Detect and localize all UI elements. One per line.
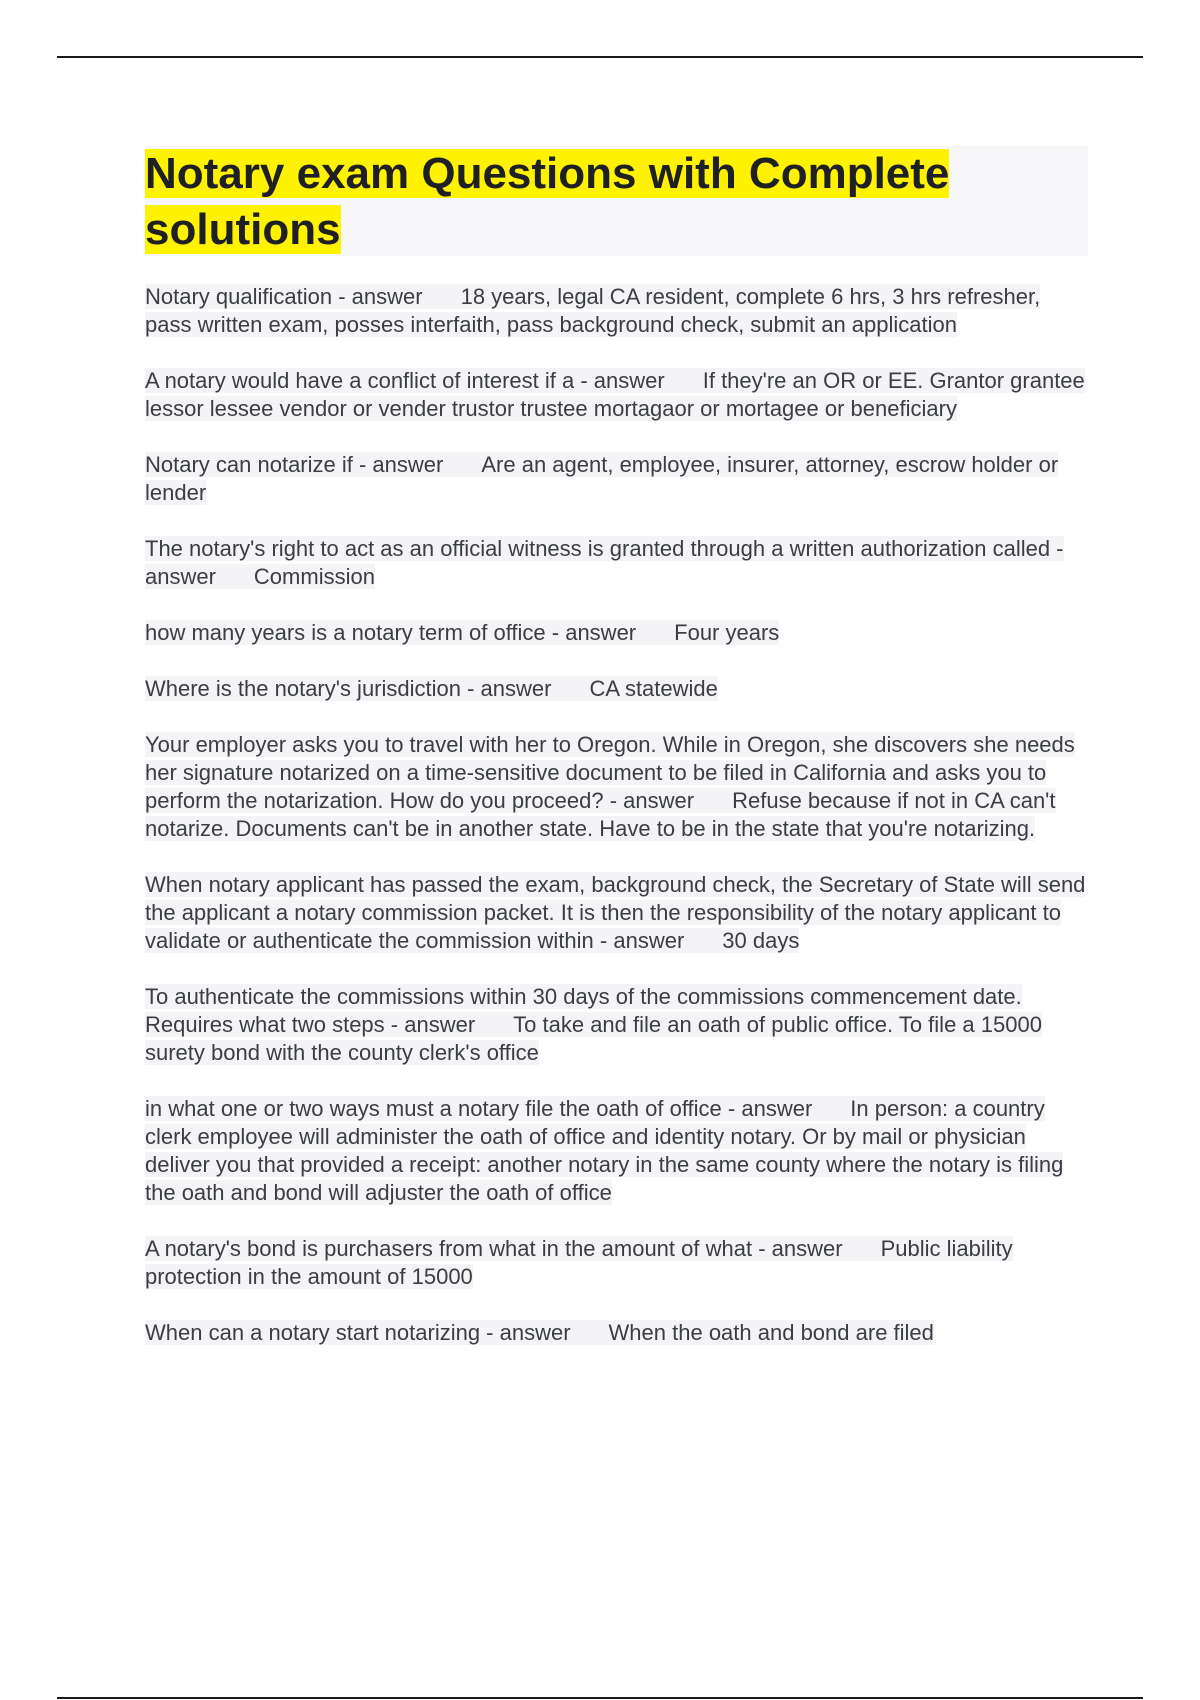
answer-label: - answer xyxy=(603,788,695,813)
answer-label: - answer xyxy=(332,284,423,309)
qa-text xyxy=(145,732,1075,841)
answer-text: CA statewide xyxy=(589,676,718,701)
question-text: A notary would have a conflict of interest if a xyxy=(145,368,575,393)
qa-item xyxy=(145,1319,1090,1347)
answer-label: - answer xyxy=(352,452,444,477)
answer-label: - answer xyxy=(461,676,552,701)
answer-label: - answer xyxy=(545,620,637,645)
qa-item xyxy=(145,1235,1090,1291)
top-rule xyxy=(57,56,1143,58)
question-text: Your employer asks you to travel with her to Oregon. While in Oregon, she discovers she needs her signature notarized on a time-sensitive document to be filed in California and asks you to perform the notarization. How do you proceed? xyxy=(145,732,1075,813)
qa-text xyxy=(145,620,779,645)
answer-label: - answer xyxy=(721,1096,813,1121)
question-text: When can a notary start notarizing xyxy=(145,1320,481,1345)
answer-label: - answer xyxy=(480,1320,571,1345)
qa-text xyxy=(145,536,1064,589)
answer-text: Are an agent, employee, insurer, attorney, escrow holder or lender xyxy=(145,452,1059,505)
answer-text: In person: a country clerk employee will administer the oath of office and identity notary. Or by mail or physician deliver you that provided a receipt: another notary in the same county where the notary is filing the oath and bond will adjuster the oath of office xyxy=(145,1096,1064,1205)
question-text: A notary's bond is purchasers from what in the amount of what xyxy=(145,1236,753,1261)
qa-item xyxy=(145,871,1090,955)
answer-text: When the oath and bond are filed xyxy=(608,1320,934,1345)
qa-item xyxy=(145,731,1090,843)
answer-text: If they're an OR or EE. Grantor grantee lessor lessee vendor or vender trustor trustee mortagaor or mortagee or beneficiary xyxy=(145,368,1085,421)
question-text: The notary's right to act as an official witness is granted through a written authorization called xyxy=(145,536,1051,561)
bottom-rule xyxy=(57,1697,1143,1699)
answer-label: - answer xyxy=(145,536,1064,589)
question-text: To authenticate the commissions within 30 days of the commissions commencement date. Requires what two steps xyxy=(145,984,1022,1037)
qa-text xyxy=(145,676,718,701)
question-text: Where is the notary's jurisdiction xyxy=(145,676,461,701)
qa-text xyxy=(145,368,1085,421)
answer-label: - answer xyxy=(593,928,685,953)
answer-label: - answer xyxy=(384,1012,476,1037)
answer-text: Public liability protection in the amount of 15000 xyxy=(145,1236,1013,1289)
answer-text: Commission xyxy=(253,564,375,589)
qa-list xyxy=(145,283,1090,1375)
qa-item xyxy=(145,283,1090,339)
qa-text xyxy=(145,284,1040,337)
qa-item xyxy=(145,619,1090,647)
answer-text: 18 years, legal CA resident, complete 6 hrs, 3 hrs refresher, pass written exam, posses interfaith, pass background check, submit an application xyxy=(145,284,1041,337)
question-text: Notary can notarize if xyxy=(145,452,353,477)
answer-text: 30 days xyxy=(722,928,800,953)
question-text: in what one or two ways must a notary file the oath of office xyxy=(145,1096,722,1121)
qa-item xyxy=(145,367,1090,423)
qa-text xyxy=(145,1236,1013,1289)
title-block xyxy=(145,146,1088,256)
answer-label: - answer xyxy=(574,368,665,393)
question-text: Notary qualification xyxy=(145,284,333,309)
qa-item xyxy=(145,983,1090,1067)
qa-text xyxy=(145,1096,1063,1205)
qa-text xyxy=(145,452,1058,505)
qa-text xyxy=(145,872,1085,953)
qa-item xyxy=(145,451,1090,507)
answer-label: - answer xyxy=(752,1236,843,1261)
page-title xyxy=(145,146,1045,258)
qa-item xyxy=(145,675,1090,703)
answer-text: To take and file an oath of public office. To file a 15000 surety bond with the county clerk's office xyxy=(145,1012,1042,1065)
qa-text xyxy=(145,1320,934,1345)
question-text: When notary applicant has passed the exam, background check, the Secretary of State will send the applicant a notary commission packet. It is then the responsibility of the notary applicant to validate or authenticate the commission within xyxy=(145,872,1086,953)
qa-item xyxy=(145,535,1090,591)
qa-text xyxy=(145,984,1042,1065)
answer-text: Four years xyxy=(674,620,780,645)
answer-text: Refuse because if not in CA can't notarize. Documents can't be in another state. Have to be in the state that you're notarizing. xyxy=(145,788,1056,841)
qa-item xyxy=(145,1095,1090,1207)
page-title-text: Notary exam Questions with Complete solutions xyxy=(145,149,950,254)
question-text: how many years is a notary term of office xyxy=(145,620,546,645)
